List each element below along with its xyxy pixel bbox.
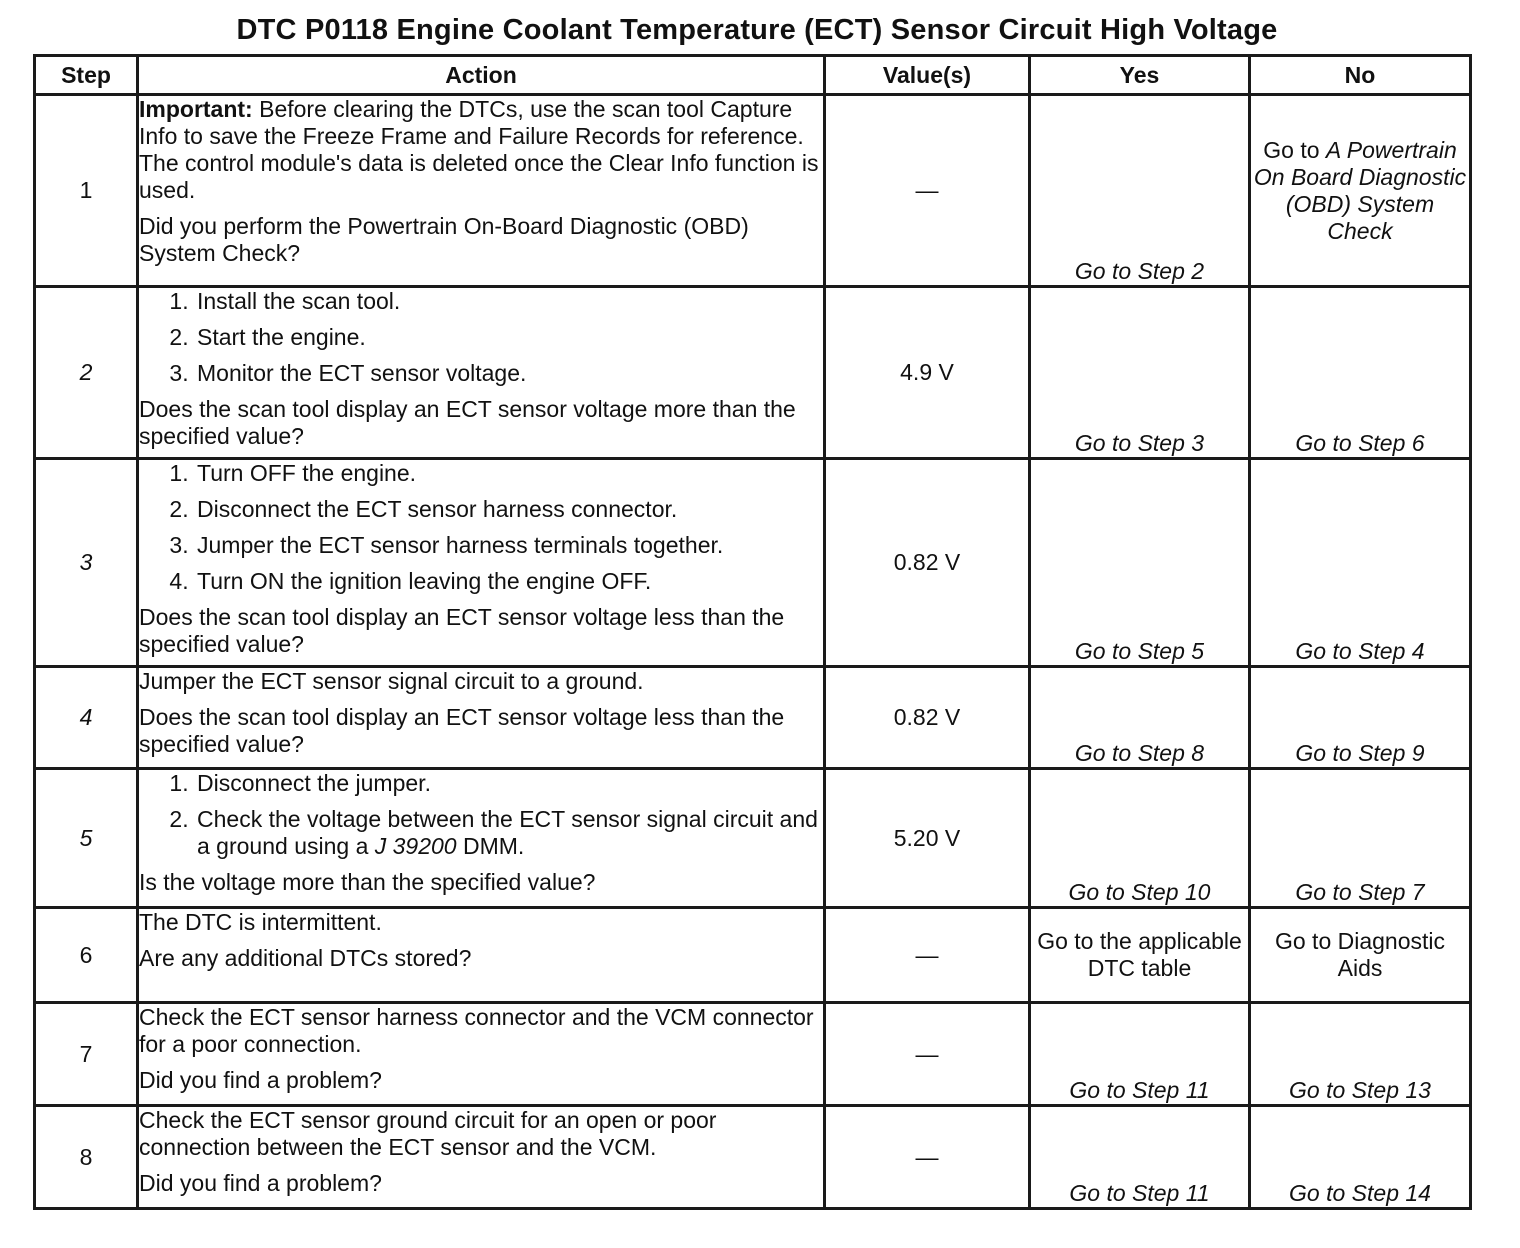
yes-cell	[1030, 769, 1250, 908]
no-link[interactable]: Go to Step 6	[1295, 430, 1425, 456]
action-cell	[138, 769, 825, 908]
action-question: Does the scan tool display an ECT sensor voltage less than the specified value?	[139, 704, 785, 757]
action-list-item: 2. Disconnect the ECT sensor harness connector.	[195, 496, 823, 523]
no-link-prefix: Go to	[1263, 136, 1326, 163]
table-row	[35, 908, 1471, 1003]
value-cell: 0.82 V	[825, 459, 1030, 667]
no-cell	[1250, 908, 1471, 1003]
action-cell	[138, 287, 825, 459]
action-list-item: 3. Monitor the ECT sensor voltage.	[195, 360, 823, 387]
action-list	[139, 288, 823, 387]
no-cell	[1250, 95, 1471, 287]
page-title: DTC P0118 Engine Coolant Temperature (ECT) Sensor Circuit High Voltage	[236, 14, 1278, 46]
yes-link[interactable]: Go to Step 3	[1074, 430, 1205, 456]
action-question: Did you find a problem?	[139, 1170, 382, 1196]
table-row	[35, 459, 1471, 667]
action-text: Jumper the ECT sensor signal circuit to a ground.	[139, 668, 644, 694]
yes-link[interactable]: Go to Step 5	[1074, 638, 1205, 664]
tool-reference: J 39200	[374, 833, 457, 859]
yes-link[interactable]: Go to the applicable DTC table	[1037, 928, 1242, 981]
no-link[interactable]: Go to Step 7	[1295, 879, 1425, 905]
important-note	[139, 96, 823, 204]
yes-cell	[1030, 667, 1250, 769]
action-question: Does the scan tool display an ECT sensor voltage more than the specified value?	[139, 396, 796, 449]
yes-cell	[1030, 1003, 1250, 1106]
step-number: 2	[35, 287, 138, 459]
no-link[interactable]: Go to Step 13	[1289, 1077, 1431, 1103]
no-cell	[1250, 1106, 1471, 1209]
action-cell	[138, 95, 825, 287]
important-label: Important:	[139, 96, 253, 122]
yes-link[interactable]: Go to Step 11	[1069, 1077, 1210, 1103]
diagnostic-table	[33, 54, 1472, 1210]
no-link[interactable]: Go to Diagnostic Aids	[1274, 928, 1446, 981]
table-row	[35, 769, 1471, 908]
no-link[interactable]: A Powertrain On Board Diagnostic (OBD) System Check	[1253, 136, 1467, 244]
column-header-values: Value(s)	[825, 56, 1030, 95]
yes-link[interactable]: Go to Step 11	[1069, 1180, 1210, 1206]
no-cell	[1250, 1003, 1471, 1106]
action-list-item-text: Check the voltage between the ECT sensor signal circuit and a ground using a	[197, 806, 818, 859]
yes-link[interactable]: Go to Step 10	[1068, 879, 1211, 905]
action-question: Does the scan tool display an ECT sensor voltage less than the specified value?	[139, 604, 785, 657]
no-link[interactable]: Go to Step 4	[1295, 638, 1425, 664]
value-cell: —	[825, 95, 1030, 287]
value-cell: 4.9 V	[825, 287, 1030, 459]
step-number: 7	[35, 1003, 138, 1106]
table-row	[35, 287, 1471, 459]
action-list-item: 1. Install the scan tool.	[195, 288, 823, 315]
header-row	[35, 56, 1471, 95]
column-header-yes: Yes	[1030, 56, 1250, 95]
yes-cell	[1030, 1106, 1250, 1209]
step-number: 5	[35, 769, 138, 908]
step-number: 8	[35, 1106, 138, 1209]
action-question: Did you perform the Powertrain On-Board Diagnostic (OBD) System Check?	[139, 213, 749, 266]
step-number: 6	[35, 908, 138, 1003]
table-row	[35, 1003, 1471, 1106]
table-row	[35, 1106, 1471, 1209]
no-cell	[1250, 459, 1471, 667]
no-cell	[1250, 769, 1471, 908]
action-question: Is the voltage more than the specified value?	[139, 869, 596, 895]
step-number: 3	[35, 459, 138, 667]
action-cell	[138, 459, 825, 667]
action-list-item: 1. Disconnect the jumper.	[195, 770, 823, 797]
action-cell	[138, 1106, 825, 1209]
action-cell	[138, 908, 825, 1003]
step-number: 4	[35, 667, 138, 769]
yes-cell	[1030, 95, 1250, 287]
value-cell: —	[825, 1106, 1030, 1209]
value-cell: 5.20 V	[825, 769, 1030, 908]
yes-link[interactable]: Go to Step 2	[1074, 258, 1205, 284]
no-link[interactable]: Go to Step 9	[1295, 740, 1425, 766]
action-text: The DTC is intermittent.	[139, 909, 382, 935]
no-link[interactable]: Go to Step 14	[1289, 1180, 1431, 1206]
action-cell	[138, 667, 825, 769]
no-cell	[1250, 667, 1471, 769]
no-cell	[1250, 287, 1471, 459]
table-row	[35, 667, 1471, 769]
action-question: Did you find a problem?	[139, 1067, 382, 1093]
important-text: Before clearing the DTCs, use the scan tool Capture Info to save the Freeze Frame and Failure Records for reference. The control module's data is deleted once the Clear Info function is used.	[139, 96, 819, 203]
action-list-item: 1. Turn OFF the engine.	[195, 460, 823, 487]
action-question: Are any additional DTCs stored?	[139, 945, 472, 971]
yes-link[interactable]: Go to Step 8	[1074, 740, 1205, 766]
action-list-item: 2. Start the engine.	[195, 324, 823, 351]
action-list-item: 4. Turn ON the ignition leaving the engine OFF.	[195, 568, 823, 595]
action-list-item	[195, 806, 823, 860]
yes-cell	[1030, 287, 1250, 459]
step-number: 1	[35, 95, 138, 287]
yes-cell	[1030, 459, 1250, 667]
yes-cell	[1030, 908, 1250, 1003]
value-cell: —	[825, 908, 1030, 1003]
column-header-no: No	[1250, 56, 1471, 95]
action-list-item-text: DMM.	[456, 833, 525, 859]
action-list	[139, 770, 823, 860]
action-list-item: 3. Jumper the ECT sensor harness terminals together.	[195, 532, 823, 559]
action-list	[139, 460, 823, 595]
column-header-step: Step	[35, 56, 138, 95]
value-cell: 0.82 V	[825, 667, 1030, 769]
action-cell	[138, 1003, 825, 1106]
column-header-action: Action	[138, 56, 825, 95]
table-row	[35, 95, 1471, 287]
value-cell: —	[825, 1003, 1030, 1106]
action-text: Check the ECT sensor harness connector and the VCM connector for a poor connection.	[139, 1004, 814, 1057]
action-text: Check the ECT sensor ground circuit for an open or poor connection between the ECT sensor and the VCM.	[139, 1107, 717, 1160]
